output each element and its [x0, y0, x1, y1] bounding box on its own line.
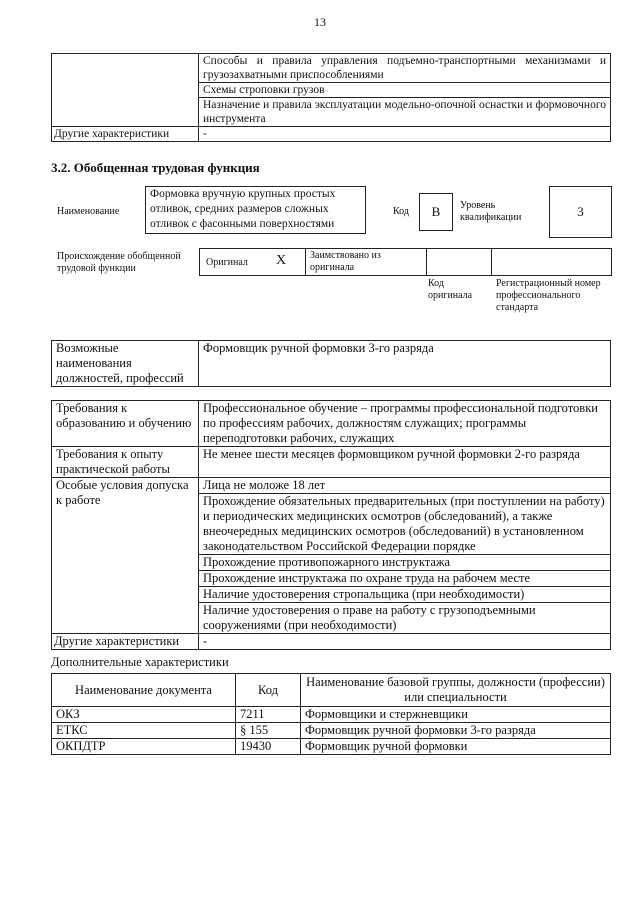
other-characteristics-value: -: [199, 127, 611, 142]
name-label: Наименование: [57, 206, 120, 217]
origin-label: Происхождение обобщенной трудовой функции: [57, 251, 181, 274]
doc-group: Формовщики и стержневщики: [301, 707, 611, 723]
conditions-label: Особые условия допуска к работе: [52, 478, 199, 634]
doc-code: 19430: [236, 739, 301, 755]
doc-group: Формовщик ручной формовки 3-го разряда: [301, 723, 611, 739]
code-value: B: [419, 193, 453, 231]
knowledge-row: Способы и правила управления подъемно-транспортными механизмами и грузозахватными приспособлениями: [199, 54, 611, 83]
doc-name: ЕТКС: [52, 723, 236, 739]
knowledge-row: Назначение и правила эксплуатации модельно-опочной оснастки и формовочного инструмента: [199, 98, 611, 127]
other-characteristics-label: Другие характеристики: [52, 127, 199, 142]
additional-title: Дополнительные характеристики: [51, 655, 229, 669]
page-number: 13: [314, 15, 326, 29]
origin-divider-3: [491, 248, 492, 275]
doc-name: ОКПДТР: [52, 739, 236, 755]
education-value: Профессиональное обучение – программы профессиональной подготовки по профессиям рабочих, должностям служащих; программы переподготовки рабочих, служащих: [199, 401, 611, 447]
other-characteristics-label: Другие характеристики: [52, 634, 199, 650]
condition-item: Наличие удостоверения о праве на работу с грузоподъемными сооружениями (при необходимости): [199, 603, 611, 634]
level-label: Уровень квалификации: [460, 200, 522, 223]
code-original-caption: Код оригинала: [428, 278, 473, 301]
header-group: Наименование базовой группы, должности (профессии) или специальности: [301, 674, 611, 707]
doc-group: Формовщик ручной формовки: [301, 739, 611, 755]
experience-label: Требования к опыту практической работы: [52, 447, 199, 478]
top-knowledge-table: [51, 53, 611, 142]
condition-item: Лица не моложе 18 лет: [199, 478, 611, 494]
doc-code: § 155: [236, 723, 301, 739]
doc-code: 7211: [236, 707, 301, 723]
doc-name: ОКЗ: [52, 707, 236, 723]
additional-table: [51, 673, 611, 755]
header-code: Код: [236, 674, 301, 707]
requirements-table: [51, 400, 611, 650]
origin-divider-2: [426, 248, 427, 275]
condition-item: Прохождение противопожарного инструктажа: [199, 555, 611, 571]
condition-item: Прохождение инструктажа по охране труда на рабочем месте: [199, 571, 611, 587]
positions-table: [51, 340, 611, 387]
origin-divider-1: [305, 248, 306, 275]
original-label: Оригинал: [206, 257, 248, 268]
function-name-box: Формовка вручную крупных простых отливок, средних размеров сложных отливок с фасонными поверхностями: [145, 186, 366, 234]
original-mark: X: [276, 253, 287, 268]
code-label: Код: [393, 206, 409, 217]
knowledge-row: Схемы строповки грузов: [199, 83, 611, 98]
level-value: 3: [549, 186, 612, 238]
header-document: Наименование документа: [52, 674, 236, 707]
education-label: Требования к образованию и обучению: [52, 401, 199, 447]
condition-item: Наличие удостоверения стропальщика (при необходимости): [199, 587, 611, 603]
section-title: 3.2. Обобщенная трудовая функция: [51, 160, 260, 175]
borrowed-label: Заимствовано из оригинала: [310, 250, 381, 273]
experience-value: Не менее шести месяцев формовщиком ручной формовки 2-го разряда: [199, 447, 611, 478]
other-characteristics-value: -: [199, 634, 611, 650]
condition-item: Прохождение обязательных предварительных (при поступлении на работу) и периодических медицинских осмотров (обследований), а также внеочередных медицинских осмотров (обследований) в установленном законодательством Российской Федерации порядке: [199, 494, 611, 555]
positions-value: Формовщик ручной формовки 3-го разряда: [199, 341, 611, 387]
empty-label-cell: [52, 54, 199, 127]
positions-label: Возможные наименования должностей, профессий: [52, 341, 199, 387]
registration-number-caption: Регистрационный номер профессионального стандарта: [496, 278, 601, 313]
